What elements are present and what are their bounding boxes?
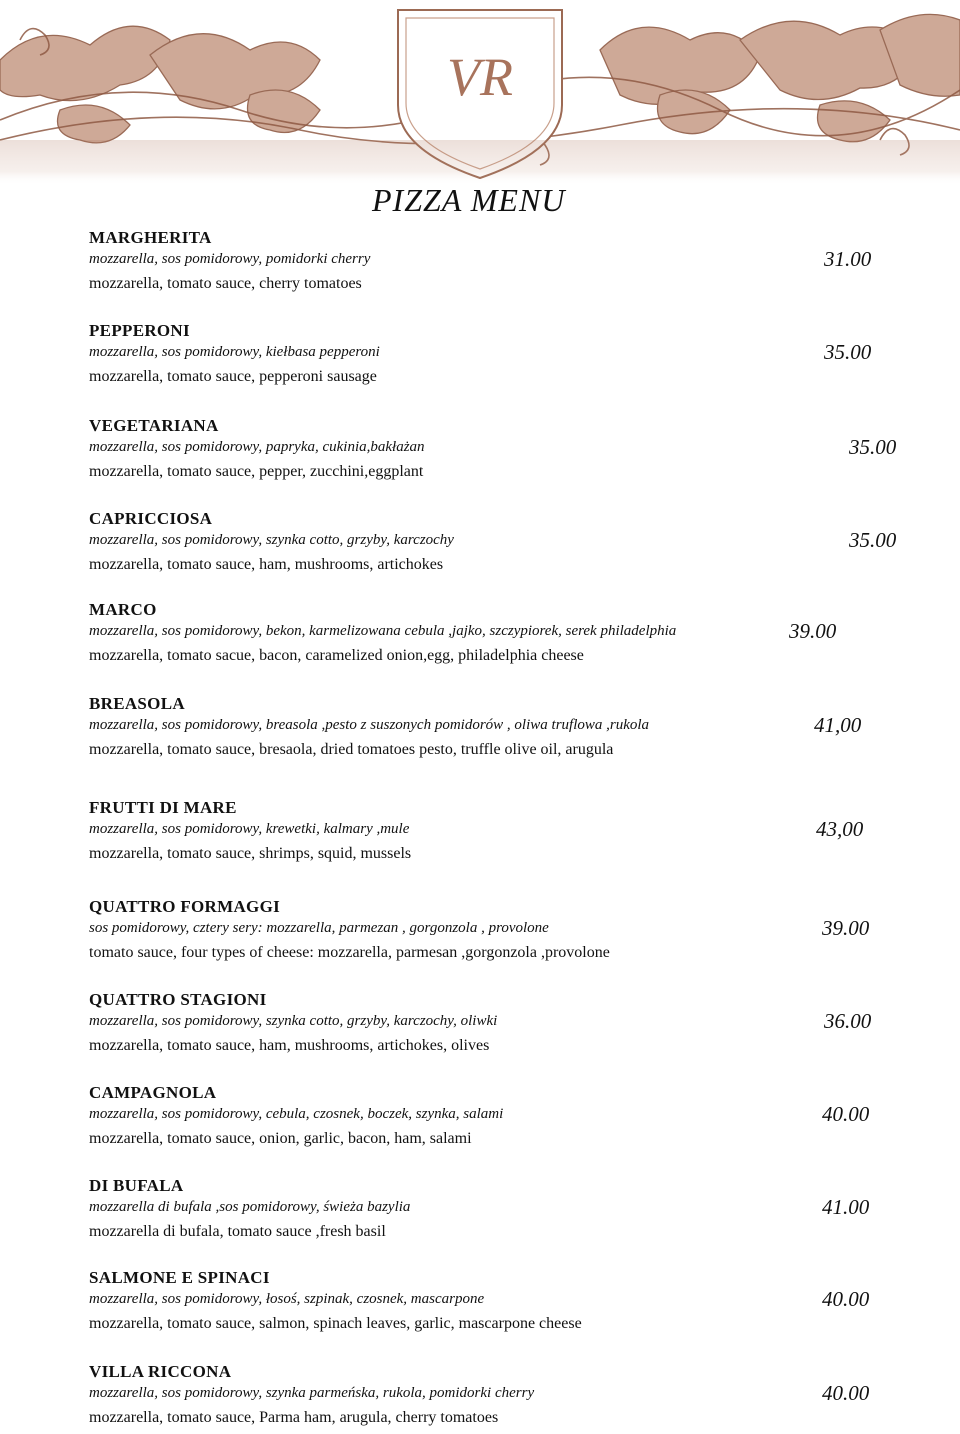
price: 40.00 [822, 1102, 870, 1126]
header-ornament [0, 0, 960, 185]
description-english: tomato sauce, four types of cheese: mozzarella, parmesan ,gorgonzola ,provolone [89, 944, 610, 961]
pizza-name: VEGETARIANA [89, 416, 219, 435]
price: 35.00 [849, 435, 897, 459]
menu-item [89, 990, 889, 1062]
price: 39.00 [789, 619, 837, 643]
menu-item [89, 798, 889, 870]
pizza-name: CAPRICCIOSA [89, 509, 213, 528]
menu-item [89, 1083, 889, 1155]
pizza-name: PEPPERONI [89, 321, 190, 340]
logo-monogram: VR [447, 47, 513, 107]
description-english: mozzarella, tomato sacue, bacon, caramelized onion,egg, philadelphia cheese [89, 647, 584, 664]
menu-item [89, 1362, 889, 1434]
pizza-name: MARGHERITA [89, 228, 212, 247]
description-english: mozzarella di bufala, tomato sauce ,fresh basil [89, 1223, 386, 1240]
price: 41,00 [814, 713, 862, 737]
pizza-name: QUATTRO STAGIONI [89, 990, 267, 1009]
description-polish: mozzarella, sos pomidorowy, papryka, cukinia,bakłażan [89, 439, 425, 455]
menu-item [89, 694, 889, 766]
pizza-name: BREASOLA [89, 694, 185, 713]
menu-item [89, 416, 897, 488]
price: 36.00 [824, 1009, 872, 1033]
description-polish: mozzarella, sos pomidorowy, pomidorki cherry [89, 251, 371, 267]
description-polish: mozzarella, sos pomidorowy, szynka cotto, grzyby, karczochy, oliwki [89, 1013, 498, 1029]
pizza-name: SALMONE E SPINACI [89, 1268, 270, 1287]
description-english: mozzarella, tomato sauce, ham, mushrooms, artichokes, olives [89, 1037, 490, 1054]
description-polish: mozzarella, sos pomidorowy, kiełbasa pepperoni [89, 344, 380, 360]
price: 35.00 [849, 528, 897, 552]
pizza-name: DI BUFALA [89, 1176, 184, 1195]
description-english: mozzarella, tomato sauce, pepperoni sausage [89, 368, 377, 385]
menu-item [89, 509, 897, 581]
price: 31.00 [824, 247, 872, 271]
description-english: mozzarella, tomato sauce, shrimps, squid, mussels [89, 845, 412, 862]
description-polish: mozzarella, sos pomidorowy, szynka parmeńska, rukola, pomidorki cherry [89, 1385, 535, 1401]
pizza-name: FRUTTI DI MARE [89, 798, 237, 817]
description-polish: mozzarella, sos pomidorowy, bekon, karmelizowana cebula ,jajko, szczypiorek, serek philadelphia [89, 623, 677, 639]
description-english: mozzarella, tomato sauce, Parma ham, arugula, cherry tomatoes [89, 1409, 499, 1426]
description-english: mozzarella, tomato sauce, ham, mushrooms, artichokes [89, 556, 444, 573]
description-english: mozzarella, tomato sauce, onion, garlic, bacon, ham, salami [89, 1130, 472, 1147]
pizza-name: CAMPAGNOLA [89, 1083, 217, 1102]
price: 35.00 [824, 340, 872, 364]
description-english: mozzarella, tomato sauce, salmon, spinach leaves, garlic, mascarpone cheese [89, 1315, 582, 1332]
menu-item [89, 321, 889, 393]
menu-item [89, 600, 889, 672]
menu-item [89, 1176, 889, 1248]
description-english: mozzarella, tomato sauce, bresaola, dried tomatoes pesto, truffle olive oil, arugula [89, 741, 614, 758]
pizza-name: QUATTRO FORMAGGI [89, 897, 281, 916]
description-polish: mozzarella, sos pomidorowy, krewetki, kalmary ,mule [89, 821, 410, 837]
price: 40.00 [822, 1381, 870, 1405]
description-polish: sos pomidorowy, cztery sery: mozzarella, parmezan , gorgonzola , provolone [89, 920, 549, 936]
description-polish: mozzarella, sos pomidorowy, cebula, czosnek, boczek, szynka, salami [89, 1106, 504, 1122]
description-polish: mozzarella, sos pomidorowy, łosoś, szpinak, czosnek, mascarpone [89, 1291, 485, 1307]
price: 39.00 [822, 916, 870, 940]
price: 40.00 [822, 1287, 870, 1311]
price: 41.00 [822, 1195, 870, 1219]
menu-item [89, 897, 889, 969]
menu-item [89, 1268, 889, 1340]
page-title: PIZZA MENU [372, 182, 566, 218]
description-polish: mozzarella di bufala ,sos pomidorowy, świeża bazylia [89, 1199, 411, 1215]
description-polish: mozzarella, sos pomidorowy, szynka cotto, grzyby, karczochy [89, 532, 454, 548]
price: 43,00 [816, 817, 864, 841]
description-english: mozzarella, tomato sauce, pepper, zucchini,eggplant [89, 463, 424, 480]
pizza-name: MARCO [89, 600, 157, 619]
menu-item [89, 228, 889, 300]
description-english: mozzarella, tomato sauce, cherry tomatoes [89, 275, 362, 292]
pizza-name: VILLA RICCONA [89, 1362, 232, 1381]
description-polish: mozzarella, sos pomidorowy, breasola ,pesto z suszonych pomidorów , oliwa truflowa ,rukola [89, 717, 650, 733]
